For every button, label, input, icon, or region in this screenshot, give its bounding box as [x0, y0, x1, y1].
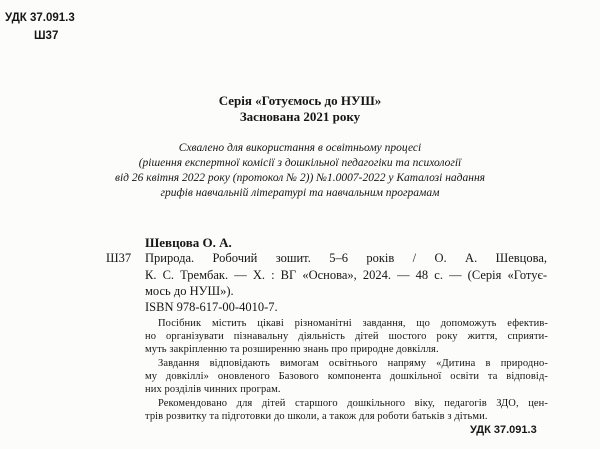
- approval-line: грифів навчальній літературі та навчальним програмам: [160, 187, 440, 199]
- series-title: Серія «Готуємось до НУШ»: [218, 93, 382, 108]
- annotation-p1-line: Посібник містить цікаві різноманітні завдання, що допоможуть ефектив-: [158, 318, 548, 329]
- catalog-description-line: мось до НУШ»).: [145, 284, 234, 298]
- approval-line: Схвалено для використання в освітньому процесі: [178, 142, 422, 154]
- isbn: ISBN 978-617-00-4010-7.: [145, 300, 278, 314]
- approval-line: (рішення експертної комісії з дошкільної педагогіки та психології: [138, 157, 462, 169]
- udk-code-top: УДК 37.091.3: [5, 12, 75, 24]
- udk-code-bottom: УДК 37.091.3: [470, 424, 537, 436]
- annotation-p3-line: Рекомендовано для дітей старшого дошкільного віку, педагогів ЗДО, цен-: [158, 398, 548, 409]
- catalog-description-line: К. С. Трембак. — Х. : ВГ «Основа», 2024. — 48 с. — (Серія «Готує-: [145, 268, 547, 282]
- annotation-p2-line: му довкіллі» оновленого Базового компонента дошкільної освіти та відповід-: [145, 371, 548, 382]
- bbk-code-top: Ш37: [34, 30, 59, 42]
- approval-line: від 26 квітня 2022 року (протокол № 2)) №1.0007-2022 у Каталозі надання: [114, 172, 486, 184]
- annotation-p1-line: но організувати пізнавальну діяльність дітей шостого року життя, сприяти-: [145, 331, 548, 342]
- annotation-p3-line: трів розвитку та підготовки до школи, а також для роботи батьків з дітьми.: [145, 411, 488, 422]
- author-heading: Шевцова О. А.: [145, 235, 232, 250]
- series-founded: Заснована 2021 року: [239, 109, 361, 124]
- catalog-code: Ш37: [106, 251, 132, 265]
- annotation-p2-line: них розділів чинних програм.: [145, 384, 281, 395]
- annotation-p2-line: Завдання відповідають вимогам освітнього напряму «Дитина в природно-: [158, 358, 548, 369]
- catalog-description-line: Природа. Робочий зошит. 5–6 років / О. А. Шевцова,: [145, 251, 547, 265]
- annotation-p1-line: муть закріпленню та розширенню знань про природне довкілля.: [145, 344, 439, 355]
